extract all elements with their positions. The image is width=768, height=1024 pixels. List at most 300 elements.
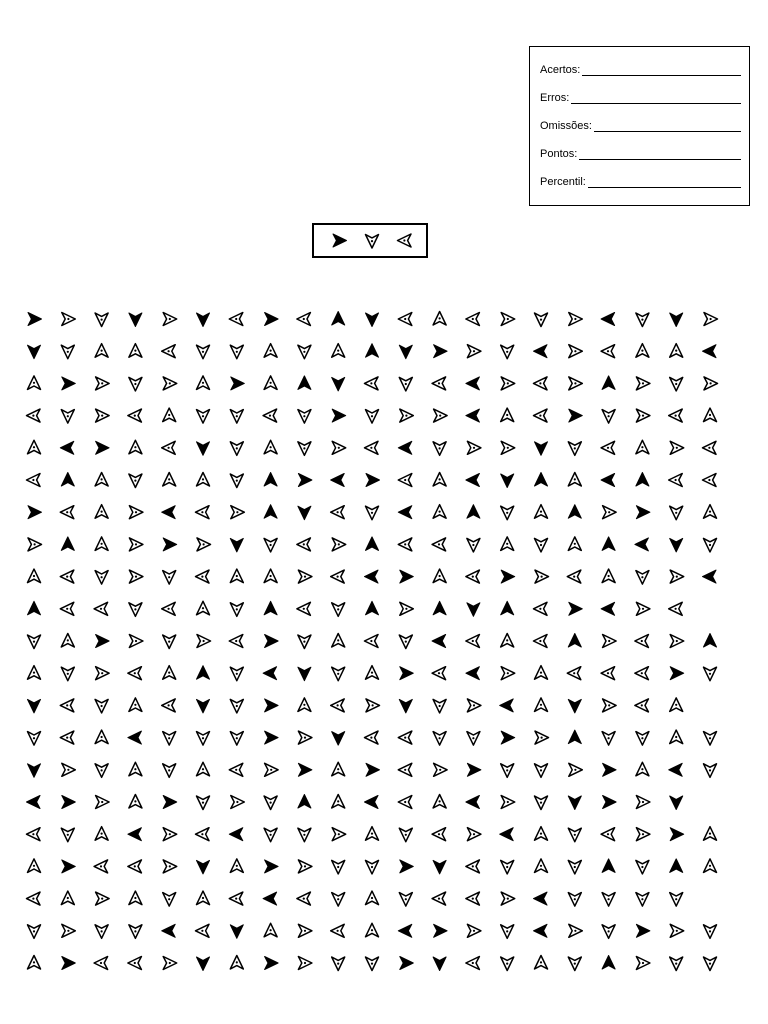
arrowhead-up-filled-icon — [670, 859, 683, 873]
arrowhead-left-hollow-icon — [128, 860, 142, 873]
arrowhead-up-hollow-icon — [704, 505, 717, 519]
arrowhead-right-filled-icon — [265, 957, 279, 970]
arrowhead-up-filled-icon — [298, 795, 311, 809]
arrowhead-down-hollow-icon — [433, 442, 446, 456]
arrowhead-down-hollow-icon — [95, 313, 108, 327]
arrowhead-right-filled-icon — [501, 731, 515, 744]
arrowhead-right-filled-icon — [96, 441, 110, 454]
arrowhead-down-hollow-icon — [670, 506, 683, 520]
arrowhead-right-hollow-icon — [265, 763, 279, 776]
arrowhead-right-filled-icon — [400, 957, 414, 970]
arrowhead-right-hollow-icon — [636, 957, 650, 970]
arrowhead-left-hollow-icon — [27, 892, 41, 905]
arrowhead-up-hollow-icon — [95, 344, 108, 358]
arrowhead-down-hollow-icon — [704, 667, 717, 681]
arrowhead-up-hollow-icon — [264, 344, 277, 358]
arrowhead-left-hollow-icon — [466, 957, 480, 970]
arrowhead-up-hollow-icon — [95, 537, 108, 551]
arrowhead-left-filled-icon — [263, 892, 277, 905]
arrowhead-down-hollow-icon — [332, 957, 345, 971]
arrowhead-down-hollow-icon — [230, 442, 243, 456]
arrowhead-right-hollow-icon — [332, 441, 346, 454]
arrowhead-down-hollow-icon — [28, 925, 41, 939]
arrowhead-left-hollow-icon — [601, 667, 615, 680]
arrowhead-up-hollow-icon — [636, 344, 649, 358]
arrowhead-down-hollow-icon — [636, 893, 649, 907]
score-label: Erros: — [540, 92, 570, 104]
arrowhead-left-hollow-icon — [669, 409, 683, 422]
arrowhead-left-hollow-icon — [297, 538, 311, 551]
arrowhead-down-hollow-icon — [230, 732, 243, 746]
arrowhead-up-hollow-icon — [366, 923, 379, 937]
arrowhead-right-hollow-icon — [400, 602, 414, 615]
arrowhead-left-filled-icon — [500, 828, 514, 841]
arrowhead-up-hollow-icon — [535, 505, 548, 519]
arrowhead-down-hollow-icon — [332, 603, 345, 617]
arrowhead-up-filled-icon — [602, 956, 615, 970]
arrowhead-down-hollow-icon — [230, 410, 243, 424]
arrowhead-up-filled-icon — [366, 537, 379, 551]
arrowhead-left-filled-icon — [60, 441, 74, 454]
arrowhead-down-hollow-icon — [61, 828, 74, 842]
arrowhead-down-hollow-icon — [568, 893, 581, 907]
arrowhead-right-filled-icon — [298, 763, 312, 776]
arrowhead-down-hollow-icon — [61, 345, 74, 359]
arrowhead-down-filled-icon — [433, 957, 446, 971]
arrowhead-right-hollow-icon — [569, 313, 583, 326]
arrowhead-down-filled-icon — [129, 313, 142, 327]
arrowhead-down-filled-icon — [197, 313, 210, 327]
arrowhead-up-hollow-icon — [230, 569, 243, 583]
arrowhead-down-hollow-icon — [399, 635, 412, 649]
arrowhead-up-hollow-icon — [230, 956, 243, 970]
arrowhead-right-hollow-icon — [603, 506, 617, 519]
arrowhead-left-hollow-icon — [669, 474, 683, 487]
arrowhead-down-hollow-icon — [163, 764, 176, 778]
arrowhead-down-hollow-icon — [332, 667, 345, 681]
arrowhead-left-hollow-icon — [331, 570, 345, 583]
score-label: Pontos: — [540, 148, 578, 160]
arrowhead-down-filled-icon — [433, 860, 446, 874]
arrowhead-left-hollow-icon — [60, 570, 74, 583]
arrowhead-right-hollow-icon — [636, 828, 650, 841]
arrowhead-left-hollow-icon — [229, 892, 243, 905]
arrowhead-right-filled-icon — [163, 796, 177, 809]
arrowhead-left-hollow-icon — [601, 441, 615, 454]
arrowhead-right-hollow-icon — [129, 570, 143, 583]
arrowhead-down-hollow-icon — [28, 732, 41, 746]
arrowhead-up-hollow-icon — [264, 923, 277, 937]
arrowhead-right-hollow-icon — [467, 924, 481, 937]
arrowhead-up-hollow-icon — [636, 440, 649, 454]
arrowhead-right-filled-icon — [96, 635, 110, 648]
arrowhead-up-hollow-icon — [670, 730, 683, 744]
arrowhead-left-filled-icon — [500, 699, 514, 712]
arrowhead-down-hollow-icon — [704, 925, 717, 939]
arrowhead-right-hollow-icon — [569, 377, 583, 390]
arrowhead-right-filled-icon — [332, 409, 346, 422]
arrowhead-up-hollow-icon — [129, 440, 142, 454]
arrowhead-right-hollow-icon — [501, 796, 515, 809]
arrowhead-left-hollow-icon — [534, 602, 548, 615]
arrowhead-up-filled-icon — [568, 730, 581, 744]
arrowhead-up-hollow-icon — [230, 859, 243, 873]
arrowhead-right-hollow-icon — [569, 924, 583, 937]
arrowhead-down-hollow-icon — [366, 860, 379, 874]
arrowhead-right-hollow-icon — [535, 570, 549, 583]
arrowhead-down-hollow-icon — [670, 957, 683, 971]
arrowhead-down-filled-icon — [568, 796, 581, 810]
arrowhead-right-filled-icon — [62, 860, 76, 873]
arrowhead-down-hollow-icon — [433, 699, 446, 713]
arrowhead-down-filled-icon — [298, 506, 311, 520]
arrowhead-up-hollow-icon — [95, 473, 108, 487]
arrowhead-down-hollow-icon — [568, 860, 581, 874]
arrowhead-up-hollow-icon — [298, 698, 311, 712]
arrowhead-up-filled-icon — [636, 473, 649, 487]
arrowhead-left-hollow-icon — [398, 796, 412, 809]
arrowhead-left-filled-icon — [27, 796, 41, 809]
arrowhead-down-hollow-icon — [197, 732, 210, 746]
arrowhead-up-filled-icon — [332, 312, 345, 326]
arrowhead-down-hollow-icon — [28, 635, 41, 649]
arrowhead-down-hollow-icon — [501, 925, 514, 939]
arrowhead-up-hollow-icon — [197, 601, 210, 615]
arrowhead-right-filled-icon — [434, 924, 448, 937]
arrowhead-right-hollow-icon — [434, 763, 448, 776]
arrowhead-up-hollow-icon — [535, 666, 548, 680]
arrowhead-left-hollow-icon — [703, 441, 717, 454]
arrowhead-left-hollow-icon — [466, 313, 480, 326]
arrowhead-up-hollow-icon — [366, 827, 379, 841]
arrowhead-right-hollow-icon — [231, 796, 245, 809]
arrowhead-right-filled-icon — [670, 828, 684, 841]
arrowhead-left-filled-icon — [466, 377, 480, 390]
arrowhead-down-filled-icon — [670, 796, 683, 810]
arrowhead-left-hollow-icon — [432, 892, 446, 905]
arrowhead-left-hollow-icon — [703, 474, 717, 487]
arrowhead-down-hollow-icon — [230, 474, 243, 488]
arrowhead-up-hollow-icon — [28, 569, 41, 583]
arrowhead-down-filled-icon — [230, 538, 243, 552]
arrowhead-down-hollow-icon — [602, 893, 615, 907]
arrowhead-right-hollow-icon — [197, 538, 211, 551]
arrowhead-right-filled-icon — [28, 506, 42, 519]
arrowhead-down-hollow-icon — [332, 893, 345, 907]
arrowhead-down-hollow-icon — [163, 893, 176, 907]
arrowhead-up-filled-icon — [61, 473, 74, 487]
arrowhead-left-filled-icon — [635, 538, 649, 551]
arrowhead-down-hollow-icon — [670, 893, 683, 907]
arrowhead-up-hollow-icon — [28, 859, 41, 873]
arrowhead-up-hollow-icon — [129, 795, 142, 809]
arrowhead-left-hollow-icon — [432, 828, 446, 841]
arrowhead-right-hollow-icon — [501, 892, 515, 905]
arrowhead-up-hollow-icon — [535, 827, 548, 841]
arrowhead-up-hollow-icon — [568, 473, 581, 487]
arrowhead-down-hollow-icon — [568, 828, 581, 842]
arrowhead-left-hollow-icon — [60, 699, 74, 712]
arrowhead-down-hollow-icon — [636, 732, 649, 746]
arrowhead-left-filled-icon — [669, 763, 683, 776]
arrowhead-left-filled-icon — [398, 924, 412, 937]
arrowhead-up-hollow-icon — [95, 730, 108, 744]
arrowhead-right-hollow-icon — [163, 313, 177, 326]
arrowhead-left-hollow-icon — [60, 731, 74, 744]
arrowhead-right-hollow-icon — [400, 409, 414, 422]
arrowhead-right-filled-icon — [28, 313, 42, 326]
arrowhead-up-hollow-icon — [129, 762, 142, 776]
arrowhead-right-hollow-icon — [96, 409, 110, 422]
arrowhead-up-filled-icon — [366, 601, 379, 615]
arrowhead-down-hollow-icon — [332, 860, 345, 874]
arrowhead-down-hollow-icon — [230, 603, 243, 617]
arrowhead-up-hollow-icon — [366, 666, 379, 680]
arrowhead-down-filled-icon — [568, 699, 581, 713]
arrowhead-left-hollow-icon — [331, 506, 345, 519]
arrowhead-right-hollow-icon — [704, 377, 718, 390]
arrowhead-right-hollow-icon — [129, 538, 143, 551]
arrowhead-right-hollow-icon — [636, 796, 650, 809]
arrowhead-down-hollow-icon — [535, 764, 548, 778]
arrowhead-left-filled-icon — [466, 796, 480, 809]
arrowhead-up-filled-icon — [264, 601, 277, 615]
arrowhead-left-hollow-icon — [128, 957, 142, 970]
arrowhead-left-hollow-icon — [432, 377, 446, 390]
arrowhead-right-hollow-icon — [298, 570, 312, 583]
arrowhead-left-hollow-icon — [27, 409, 41, 422]
arrowhead-right-hollow-icon — [129, 635, 143, 648]
arrowhead-right-hollow-icon — [28, 538, 42, 551]
arrowhead-down-filled-icon — [399, 699, 412, 713]
arrowhead-left-hollow-icon — [398, 538, 412, 551]
arrowhead-right-hollow-icon — [603, 635, 617, 648]
arrowhead-up-filled-icon — [602, 376, 615, 390]
arrowhead-up-hollow-icon — [129, 698, 142, 712]
arrowhead-right-filled-icon — [298, 474, 312, 487]
arrowhead-up-hollow-icon — [197, 762, 210, 776]
arrowhead-up-filled-icon — [197, 666, 210, 680]
arrowhead-up-hollow-icon — [197, 473, 210, 487]
arrowhead-right-hollow-icon — [96, 796, 110, 809]
arrowhead-left-hollow-icon — [567, 667, 581, 680]
arrowhead-up-filled-icon — [535, 473, 548, 487]
arrowhead-up-hollow-icon — [95, 827, 108, 841]
arrowhead-right-hollow-icon — [670, 570, 684, 583]
arrowhead-left-hollow-icon — [466, 860, 480, 873]
arrowhead-left-hollow-icon — [94, 860, 108, 873]
arrowhead-down-hollow-icon — [366, 410, 379, 424]
arrowhead-left-hollow-icon — [567, 570, 581, 583]
arrowhead-left-filled-icon — [601, 313, 615, 326]
arrowhead-up-filled-icon — [501, 601, 514, 615]
arrowhead-right-hollow-icon — [298, 860, 312, 873]
arrowhead-left-hollow-icon — [128, 667, 142, 680]
arrowhead-left-filled-icon — [466, 474, 480, 487]
arrowhead-down-hollow-icon — [467, 538, 480, 552]
arrowhead-right-hollow-icon — [366, 699, 380, 712]
arrowhead-up-hollow-icon — [332, 762, 345, 776]
arrowhead-up-hollow-icon — [61, 891, 74, 905]
arrowhead-up-filled-icon — [61, 537, 74, 551]
arrowhead-down-hollow-icon — [501, 506, 514, 520]
arrowhead-up-hollow-icon — [704, 408, 717, 422]
arrowhead-left-hollow-icon — [365, 731, 379, 744]
arrowhead-up-hollow-icon — [197, 891, 210, 905]
arrowhead-left-filled-icon — [128, 731, 142, 744]
arrowhead-left-hollow-icon — [635, 667, 649, 680]
arrowhead-right-hollow-icon — [163, 957, 177, 970]
arrowhead-left-hollow-icon — [534, 635, 548, 648]
arrowhead-down-hollow-icon — [197, 410, 210, 424]
arrowhead-down-filled-icon — [535, 442, 548, 456]
arrowhead-down-hollow-icon — [197, 796, 210, 810]
arrowhead-down-hollow-icon — [433, 732, 446, 746]
arrowhead-right-hollow-icon — [62, 763, 76, 776]
arrowhead-down-hollow-icon — [61, 667, 74, 681]
arrowhead-left-hollow-icon — [297, 892, 311, 905]
arrowhead-down-hollow-icon — [602, 410, 615, 424]
arrowhead-down-hollow-icon — [636, 313, 649, 327]
arrowhead-left-filled-icon — [365, 570, 379, 583]
arrowhead-down-filled-icon — [28, 699, 41, 713]
arrowhead-left-hollow-icon — [229, 635, 243, 648]
arrowhead-right-hollow-icon — [467, 828, 481, 841]
arrowhead-right-filled-icon — [265, 313, 279, 326]
arrowhead-left-filled-icon — [432, 635, 446, 648]
arrowhead-left-hollow-icon — [229, 763, 243, 776]
arrowhead-down-hollow-icon — [298, 345, 311, 359]
arrowhead-up-hollow-icon — [28, 956, 41, 970]
arrowhead-right-filled-icon — [603, 796, 617, 809]
arrowhead-up-filled-icon — [264, 505, 277, 519]
arrowhead-down-hollow-icon — [163, 571, 176, 585]
arrowhead-up-hollow-icon — [535, 859, 548, 873]
arrowhead-down-filled-icon — [197, 860, 210, 874]
arrowhead-up-hollow-icon — [670, 344, 683, 358]
arrowhead-down-hollow-icon — [129, 474, 142, 488]
arrowhead-down-filled-icon — [28, 764, 41, 778]
arrowhead-right-filled-icon — [62, 377, 76, 390]
arrowhead-right-filled-icon — [400, 667, 414, 680]
arrowhead-down-hollow-icon — [95, 699, 108, 713]
arrowhead-right-filled-icon — [366, 474, 380, 487]
arrowhead-down-hollow-icon — [298, 410, 311, 424]
arrowhead-down-hollow-icon — [399, 893, 412, 907]
arrowhead-left-filled-icon — [534, 892, 548, 905]
arrowhead-left-hollow-icon — [365, 441, 379, 454]
arrowhead-down-hollow-icon — [704, 732, 717, 746]
arrowhead-up-hollow-icon — [433, 795, 446, 809]
arrowhead-left-hollow-icon — [601, 828, 615, 841]
arrowhead-left-filled-icon — [466, 667, 480, 680]
arrowhead-up-hollow-icon — [163, 408, 176, 422]
arrowhead-left-hollow-icon — [162, 345, 176, 358]
arrowhead-left-filled-icon — [398, 441, 412, 454]
arrowhead-left-hollow-icon — [432, 538, 446, 551]
arrowhead-up-filled-icon — [602, 859, 615, 873]
arrowhead-up-hollow-icon — [501, 634, 514, 648]
arrowhead-down-hollow-icon — [230, 699, 243, 713]
arrowhead-right-hollow-icon — [636, 409, 650, 422]
arrowhead-right-hollow-icon — [163, 860, 177, 873]
arrowhead-down-hollow-icon — [298, 828, 311, 842]
arrowhead-down-filled-icon — [197, 699, 210, 713]
arrowhead-left-filled-icon — [128, 828, 142, 841]
arrowhead-right-filled-icon — [636, 506, 650, 519]
arrowhead-right-hollow-icon — [298, 731, 312, 744]
arrowhead-left-hollow-icon — [94, 957, 108, 970]
arrowhead-left-filled-icon — [703, 570, 717, 583]
arrowhead-right-filled-icon — [265, 699, 279, 712]
arrowhead-down-hollow-icon — [399, 828, 412, 842]
arrowhead-right-hollow-icon — [501, 377, 515, 390]
arrowhead-right-filled-icon — [366, 763, 380, 776]
arrowhead-down-hollow-icon — [95, 571, 108, 585]
arrowhead-right-hollow-icon — [332, 828, 346, 841]
arrowhead-down-hollow-icon — [535, 538, 548, 552]
arrowhead-right-hollow-icon — [535, 731, 549, 744]
arrowhead-left-hollow-icon — [398, 313, 412, 326]
arrowhead-right-hollow-icon — [569, 763, 583, 776]
arrowhead-down-hollow-icon — [163, 635, 176, 649]
arrowhead-right-filled-icon — [62, 957, 76, 970]
arrowhead-up-hollow-icon — [61, 634, 74, 648]
arrowhead-down-hollow-icon — [129, 603, 142, 617]
arrowhead-down-filled-icon — [670, 313, 683, 327]
arrowhead-right-hollow-icon — [636, 377, 650, 390]
arrowhead-up-hollow-icon — [28, 376, 41, 390]
arrowhead-left-hollow-icon — [398, 731, 412, 744]
arrowhead-up-hollow-icon — [366, 891, 379, 905]
arrowhead-left-hollow-icon — [196, 506, 210, 519]
arrowhead-right-hollow-icon — [501, 313, 515, 326]
arrowhead-down-hollow-icon — [264, 828, 277, 842]
arrowhead-down-hollow-icon — [366, 506, 379, 520]
arrowhead-down-hollow-icon — [636, 571, 649, 585]
arrowhead-down-hollow-icon — [670, 377, 683, 391]
arrowhead-up-hollow-icon — [433, 505, 446, 519]
arrowhead-up-hollow-icon — [535, 698, 548, 712]
arrowhead-right-hollow-icon — [467, 699, 481, 712]
arrowhead-left-hollow-icon — [432, 667, 446, 680]
arrowhead-left-hollow-icon — [466, 570, 480, 583]
arrowhead-right-hollow-icon — [96, 667, 110, 680]
arrowhead-down-filled-icon — [332, 732, 345, 746]
arrowhead-right-hollow-icon — [467, 345, 481, 358]
arrowhead-left-hollow-icon — [60, 506, 74, 519]
arrowhead-right-filled-icon — [636, 924, 650, 937]
arrowhead-right-filled-icon — [265, 731, 279, 744]
arrowhead-down-hollow-icon — [602, 925, 615, 939]
arrowhead-up-filled-icon — [467, 505, 480, 519]
arrowhead-up-hollow-icon — [264, 376, 277, 390]
arrowhead-right-hollow-icon — [670, 441, 684, 454]
arrowhead-left-filled-icon — [534, 924, 548, 937]
arrowhead-up-hollow-icon — [332, 634, 345, 648]
arrowhead-up-hollow-icon — [636, 762, 649, 776]
arrowhead-right-hollow-icon — [96, 377, 110, 390]
arrowhead-up-hollow-icon — [602, 569, 615, 583]
arrowhead-up-filled-icon — [366, 344, 379, 358]
arrowhead-left-hollow-icon — [162, 699, 176, 712]
arrowhead-up-hollow-icon — [129, 344, 142, 358]
arrowhead-left-hollow-icon — [534, 409, 548, 422]
arrowhead-up-hollow-icon — [332, 795, 345, 809]
arrowhead-left-filled-icon — [229, 828, 243, 841]
arrowhead-down-hollow-icon — [636, 860, 649, 874]
arrowhead-left-filled-icon — [601, 602, 615, 615]
